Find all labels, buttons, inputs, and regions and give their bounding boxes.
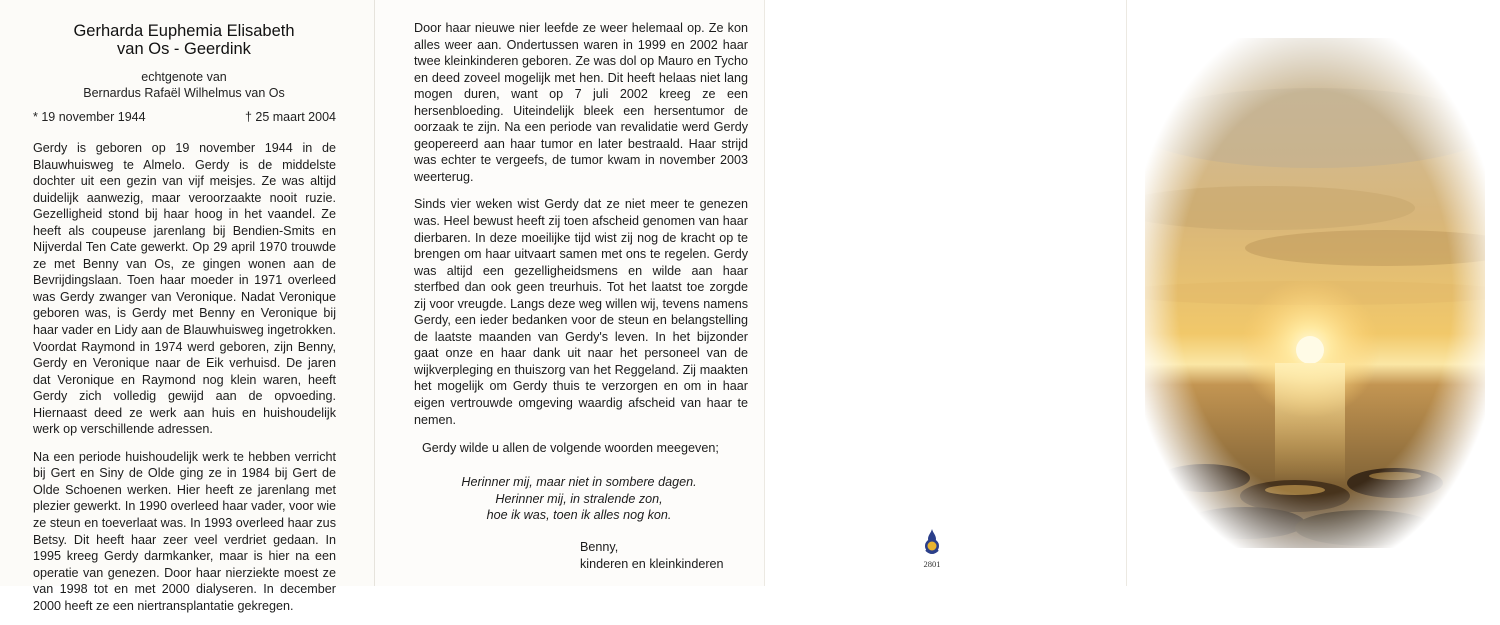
card-page-left	[0, 0, 374, 613]
poem-line: Herinner mij, in stralende zon,	[495, 491, 663, 506]
signature-line: Benny,	[580, 540, 619, 554]
card-page-middle	[374, 0, 764, 586]
death-date: † 25 maart 2004	[244, 110, 336, 124]
poem-line: hoe ik was, toen ik alles nog kon.	[486, 508, 672, 522]
biography-right	[414, 20, 748, 439]
poem-intro: Gerdy wilde u allen de volgende woorden meegeven;	[422, 441, 719, 455]
deceased-name-line2: van Os - Geerdink	[117, 40, 251, 58]
biography-left	[33, 140, 336, 625]
biography-paragraph: Sinds vier weken wist Gerdy dat ze niet meer te genezen was. Heel bewust heeft zij toen afscheid genomen van haar dierbaren. In deze moeilijke tijd wist zij nog de kracht op te brengen om haar uitvaart samen met ons te regelen. Gerdy was altijd een gezelligheidsmens en wilde aan haar sterfbed dan ook geen treurhuis. Tot het laatst toe zorgde zij voor vreugde. Langs deze weg willen wij, tevens namens Gerdy, een ieder bedanken voor de steun en belangstelling de laatste maanden van Gerdy's leven. In het bijzonder gaat onze en haar dank uit naar het personeel van de wijkverpleging en thuiszorg van het Reggeland. Zij maakten het mogelijk om Gerdy thuis te verzorgen en om in haar eigen vertrouwde omgeving waardig afscheid van haar te nemen.	[414, 197, 748, 427]
card-page-photo	[1126, 0, 1500, 586]
print-code: 2801	[923, 559, 941, 569]
birth-date: * 19 november 1944	[33, 110, 146, 124]
flame-emblem-icon	[920, 528, 944, 556]
sunset-over-sea-icon	[1145, 38, 1485, 548]
spouse-label: echtgenote van	[141, 70, 227, 84]
poem	[415, 474, 743, 524]
sunset-photo	[1145, 38, 1485, 548]
deceased-name-line1: Gerharda Euphemia Elisabeth	[73, 22, 295, 40]
signature-line: kinderen en kleinkinderen	[580, 556, 724, 571]
biography-paragraph: Door haar nieuwe nier leefde ze weer helemaal op. Ze kon alles weer aan. Ondertussen waren in 1999 en 2002 haar twee kleinkinderen geboren. Ze was dol op Mauro en Tycho en deed zoveel mogelijk met hen. Dit heeft helaas niet lang mogen duren, want op 7 juli 2002 kreeg ze een hersenbloeding. Uiteindelijk bleek een hersentumor de oorzaak te zijn. Na een periode van revalidatie werd Gerdy geopereerd aan haar tumor en later bestraald. Haar strijd was echter te vergeefs, de tumor kwam in november 2003 weerterug.	[414, 21, 748, 184]
signature	[580, 539, 724, 572]
biography-paragraph: Gerdy is geboren op 19 november 1944 in de Blauwhuisweg te Almelo. Gerdy is de middelste dochter uit een gezin van vijf meisjes. Ze was altijd duidelijk aanwezig, maar veroorzaakte nooit ruzie. Gezelligheid stond bij haar hoog in het vaandel. Ze heeft als coupeuse jarenlang bij Bendien-Smits en Nijverdal Ten Cate gewerkt. Op 29 april 1970 trouwde ze met Benny van Os, ze gingen wonen aan de Bevrijdingslaan. Toen haar moeder in 1971 overleed was Gerdy zwanger van Veronique. Nadat Veronique geboren was, is Gerdy met Benny en Veronique bij haar vader en Lidy aan de Blauwhuisweg ingetrokken. Voordat Raymond in 1974 werd geboren, zijn Benny, Gerdy en Veronique naar de Eik verhuisd. De jaren dat Veronique en Raymond nog klein waren, heeft Gerdy zich volledig gewijd aan de opvoeding. Hiernaast deed ze werk aan huis en huishoudelijk werk op verschillende adressen.	[33, 141, 336, 437]
poem-line: Herinner mij, maar niet in sombere dagen.	[461, 475, 697, 489]
spouse-name: Bernardus Rafaël Wilhelmus van Os	[83, 86, 285, 100]
biography-paragraph: Na een periode huishoudelijk werk te hebben verricht bij Gert en Siny de Olde ging ze in 1984 bij Gert de Olde Schoenen werken. Hier heeft ze jarenlang met plezier gewerkt. In 1990 overleed haar vader, voor wie ze steun en toeverlaat was. In 1993 overleed haar zus Betsy. Dit heeft haar zeer veel verdriet gedaan. In 1995 kreeg Gerdy darmkanker, maar is hier na een operatie van genezen. Door haar nierziekte moest ze van 1998 tot en met 2000 dialyseren. In december 2000 heeft ze een niertransplantatie gekregen.	[33, 449, 336, 613]
card-page-back	[764, 0, 1126, 586]
